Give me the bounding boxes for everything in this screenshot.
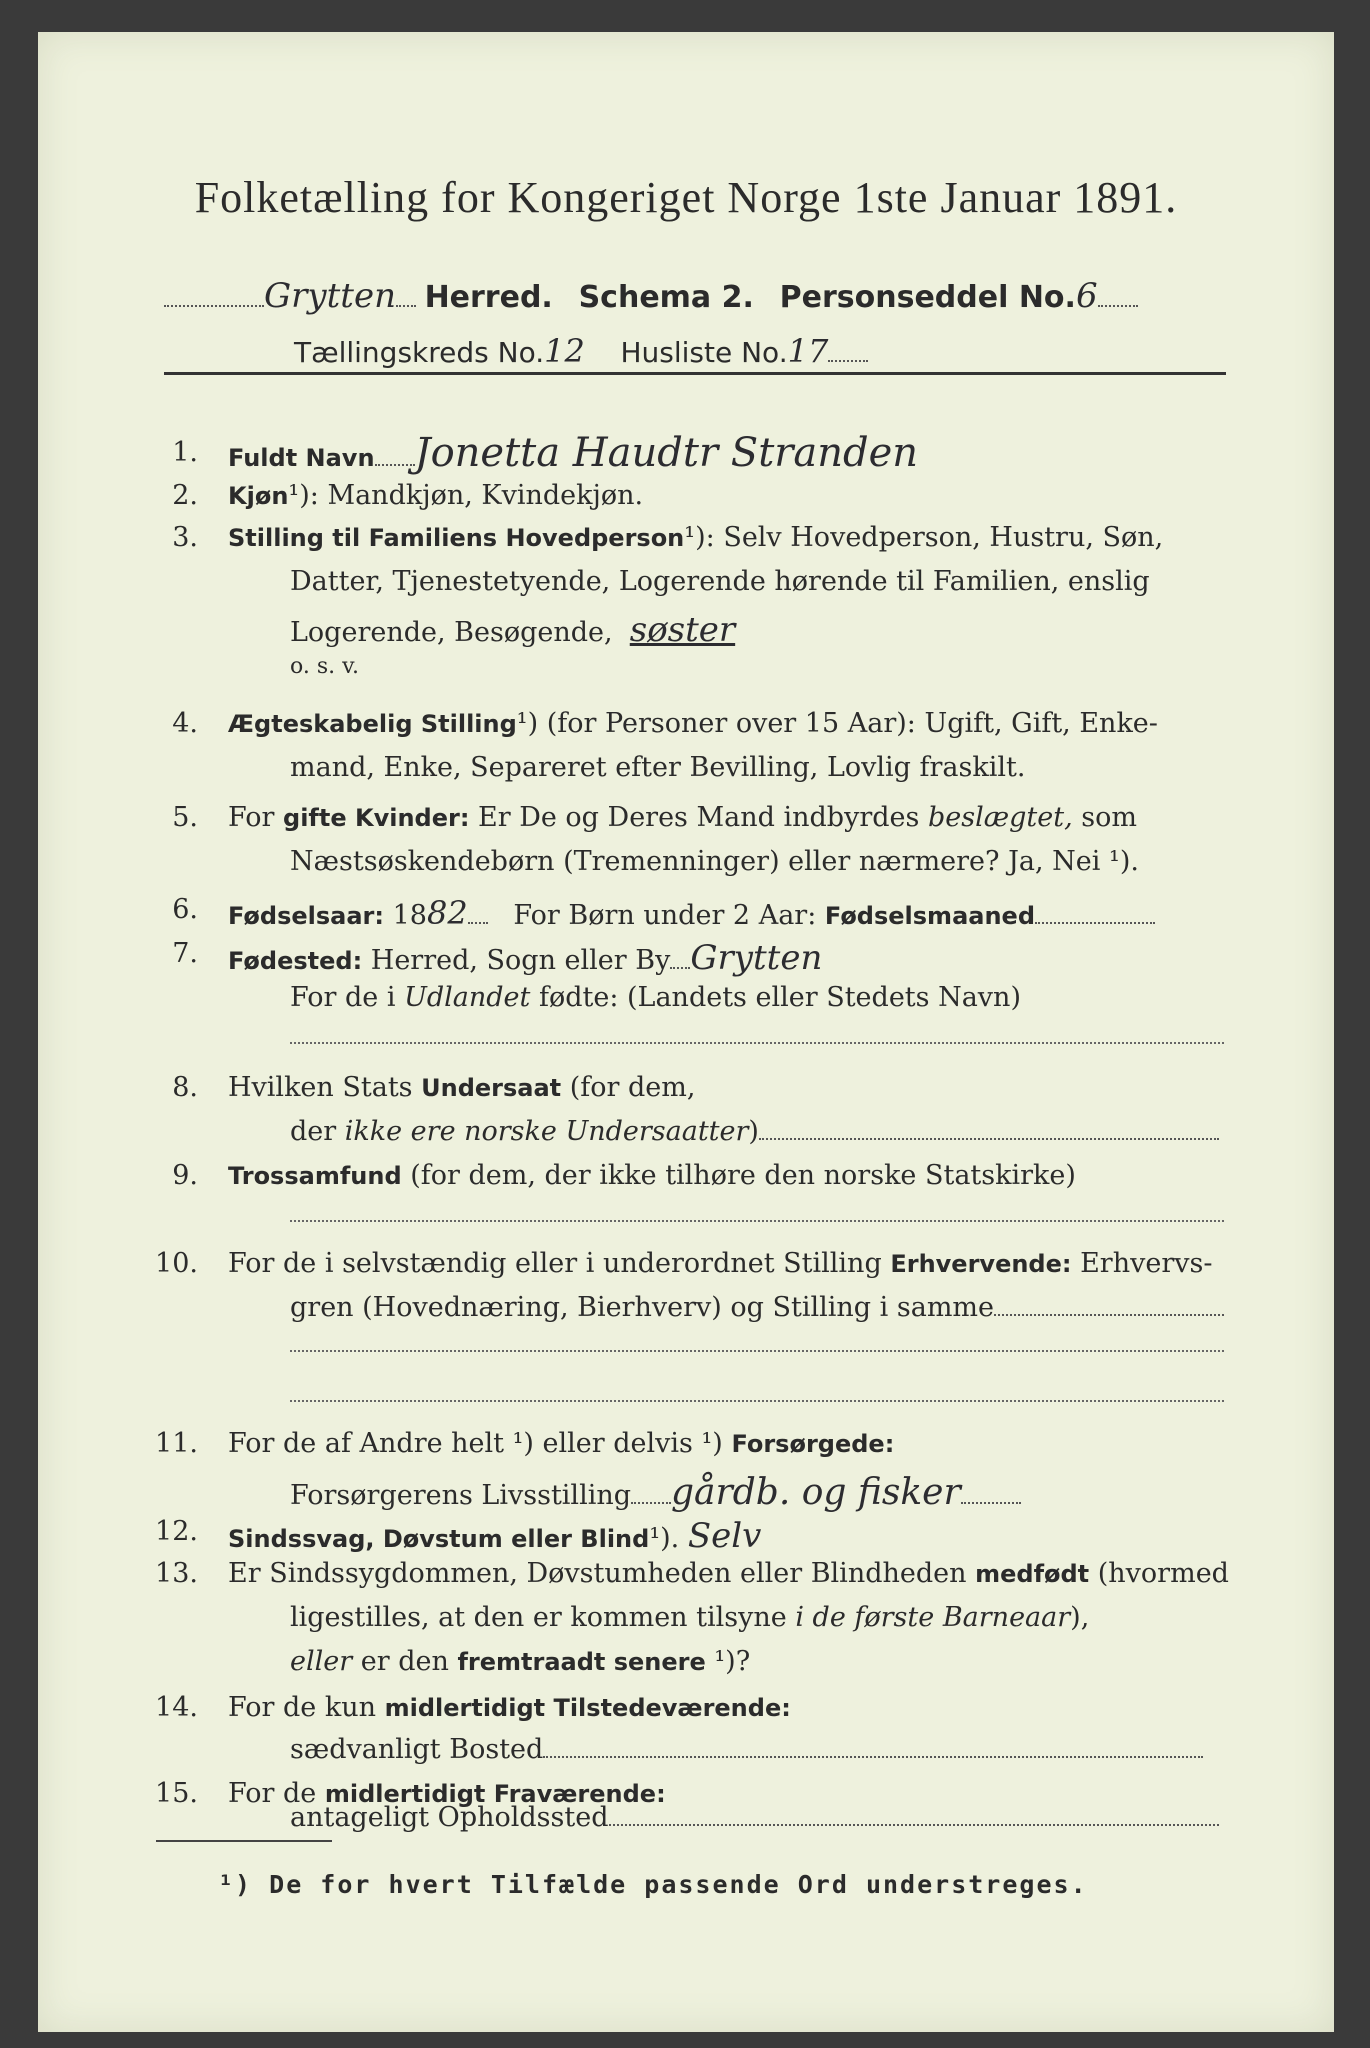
congenital-line3-post: ¹)? [714,1646,751,1677]
item-disability [228,1516,761,1556]
item-number: 15. [155,1778,198,1809]
married-women-text: Er De og Deres Mand indbyrdes [478,802,920,833]
item-congenital [228,1558,1229,1589]
birthplace-line2-em: Udlandet [404,982,531,1013]
birth-month-label: Fødselsmaaned [824,902,1035,930]
personseddel-label: Personseddel No. [779,280,1076,315]
nationality-post: (for dem, [569,1072,696,1103]
birthplace-blank-line [290,1042,1224,1044]
married-women-label: gifte Kvinder: [283,804,470,832]
taellingskreds-label: Tællingskreds No. [294,336,545,369]
footnote-rule [156,1840,332,1842]
occupation-text: For de i selvstændig eller i underordnet Stilling [228,1248,882,1279]
item-marital-status [228,708,1158,739]
congenital-line3-label: fremtraadt senere [457,1648,706,1676]
item-temporary-present [228,1692,791,1723]
occupation-line2 [290,1292,1224,1323]
married-women-pre: For [228,802,275,833]
schema-label: Schema 2. [578,280,754,315]
occupation-label: Erhvervende: [890,1250,1072,1278]
item-supported [228,1428,894,1459]
temporary-present-line2 [290,1734,1203,1765]
disability-text: ¹). [649,1523,680,1554]
personseddel-value: 6 [1075,276,1098,316]
marital-status-label: Ægteskabelig Stilling [228,710,517,738]
herred-label: Herred. [424,280,553,315]
supported-line2 [290,1472,1021,1513]
birthplace-line2-pre: For de i [290,982,396,1013]
birthplace-line2-post: fødte: (Landets eller Stedets Navn) [538,982,1021,1013]
congenital-post: (hvormed [1097,1558,1229,1589]
item-number: 12. [155,1516,198,1547]
birth-year-prefix: 18 [392,900,427,931]
married-women-em: beslægtet, [927,802,1073,833]
family-position-line3 [290,610,735,650]
occupation-line2-text: gren (Hovednæring, Bierhverv) og Stilling i samme [290,1292,995,1323]
birthplace-label: Fødested: [228,947,363,975]
family-position-line4: o. s. v. [290,654,359,679]
full-name-label: Fuldt Navn [228,444,375,472]
form-title: Folketælling for Kongeriget Norge 1ste Januar 1891. [194,173,1178,222]
item-birthplace [228,938,822,978]
sex-options: ¹): Mandkjøn, Kvindekjøn. [288,480,644,511]
item-number: 7. [172,938,198,969]
family-position-label: Stilling til Familiens Hovedperson [228,524,685,552]
item-number: 2. [172,480,198,511]
item-religion [228,1160,1076,1191]
married-women-line2: Næstsøskendebørn (Tremenninger) eller nærmere? Ja, Nei ¹). [290,846,1139,877]
herred-line [164,276,1138,316]
nationality-text: Hvilken Stats [228,1072,413,1103]
birth-year-value: 82 [426,894,468,932]
item-number: 5. [172,802,198,833]
congenital-line3-text: er den [360,1646,449,1677]
taellingskreds-line [294,332,868,370]
congenital-line2-em: i de første Barneaar [795,1602,1071,1633]
item-number: 14. [155,1692,198,1723]
item-full-name [228,430,918,476]
item-number: 6. [172,894,198,925]
full-name-value: Jonetta Haudtr Stranden [414,430,919,476]
congenital-line2-post: ), [1070,1602,1090,1633]
religion-text: (for dem, der ikke tilhøre den norske Statskirke) [410,1160,1076,1191]
item-number: 11. [155,1428,198,1459]
item-nationality [228,1072,695,1103]
sex-label: Kjøn [228,482,289,510]
item-married-women [228,802,1137,833]
congenital-line2 [290,1602,1089,1633]
nationality-line2-pre: der [290,1116,337,1147]
taellingskreds-value: 12 [544,332,585,370]
occupation-blank-line-2 [290,1400,1224,1402]
header-rule [164,372,1226,375]
supporter-label: Forsørgerens Livsstilling [290,1480,632,1511]
item-birth-year [228,894,1155,932]
temporary-present-text: For de kun [228,1692,376,1723]
census-form [38,32,1334,2032]
birthplace-text: Herred, Sogn eller By [370,945,671,976]
congenital-text: Er Sindssygdommen, Døvstumheden eller Blindheden [228,1558,967,1589]
congenital-line2-pre: ligestilles, at den er kommen tilsyne [290,1602,787,1633]
congenital-line3-em: eller [290,1646,353,1677]
birthplace-line2 [290,982,1021,1013]
birthplace-value: Grytten [690,938,823,978]
nationality-label: Undersaat [421,1074,562,1102]
usual-residence-label: sædvanligt Bosted [290,1734,544,1765]
supporter-occupation-value: gårdb. og fisker [671,1472,961,1513]
family-position-line2: Datter, Tjenestetyende, Logerende hørende til Familien, enslig [290,566,1150,597]
congenital-line3 [290,1646,750,1677]
item-number: 10. [155,1248,198,1279]
item-number: 9. [172,1160,198,1191]
occupation-blank-line-1 [290,1350,1224,1352]
family-position-text: ¹): Selv Hovedperson, Hustru, Søn, [684,522,1164,553]
item-number: 4. [172,708,198,739]
supported-label: Forsørgede: [731,1430,895,1458]
item-sex [228,480,643,511]
item-number: 1. [172,437,198,468]
item-family-position [228,522,1163,553]
married-women-post: som [1081,802,1137,833]
temporary-absent-text: For de [228,1778,317,1809]
birth-month-text: For Børn under 2 Aar: [513,900,817,931]
occupation-post: Erhvervs- [1080,1248,1213,1279]
temporary-absent-label: midlertidigt Fraværende: [324,1780,666,1808]
marital-status-line2: mand, Enke, Separeret efter Bevilling, Lovlig fraskilt. [290,752,1026,783]
family-position-value: søster [629,610,736,650]
item-occupation [228,1248,1212,1279]
supported-text: For de af Andre helt ¹) eller delvis ¹) [228,1428,723,1459]
nationality-line2-em: ikke ere norske Undersaatter [344,1116,749,1147]
marital-status-text: ¹) (for Personer over 15 Aar): Ugift, Gift, Enke- [516,708,1158,739]
nationality-line2: der ikke ere norske Undersaatter) [290,1116,1219,1147]
presumed-residence-label: antageligt Opholdssted [290,1802,609,1833]
family-position-line3-text: Logerende, Besøgende, [290,617,613,648]
husliste-value: 17 [787,332,829,370]
footnote: ¹) De for hvert Tilfælde passende Ord understreges. [218,1870,1088,1899]
temporary-present-label: midlertidigt Tilstedeværende: [384,1694,791,1722]
congenital-label: medfødt [975,1560,1090,1588]
item-number: 8. [172,1072,198,1103]
item-number: 3. [172,522,198,553]
item-number: 13. [155,1558,198,1589]
temporary-absent-line2 [290,1802,1219,1833]
disability-label: Sindssvag, Døvstum eller Blind [228,1525,650,1553]
religion-label: Trossamfund [228,1162,402,1190]
husliste-label: Husliste No. [620,336,788,369]
disability-value: Selv [687,1516,762,1556]
birth-year-label: Fødselsaar: [228,902,384,930]
religion-blank-line [290,1220,1224,1222]
herred-value: Grytten [264,276,396,316]
